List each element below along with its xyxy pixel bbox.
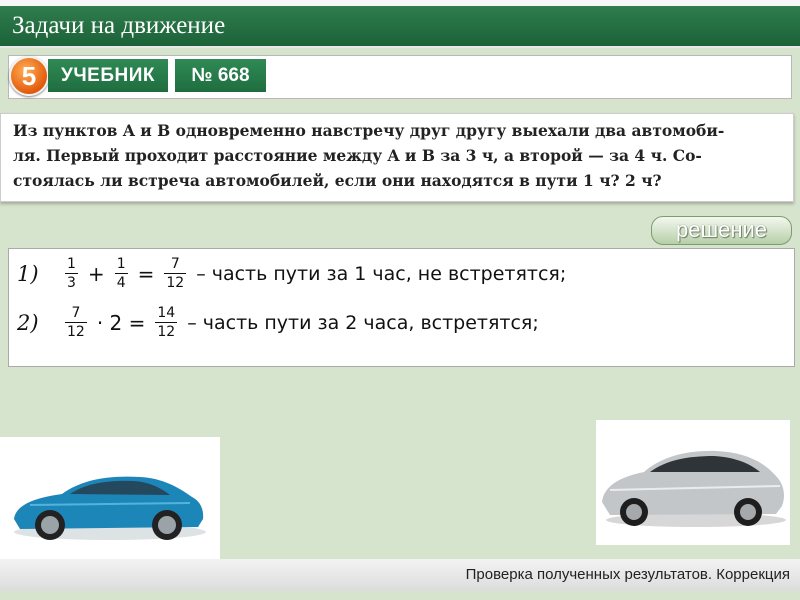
fraction <box>155 304 177 341</box>
problem-line: ля. Первый проходит расстояние между A и B за 3 ч, а второй — за 4 ч. Со- <box>13 146 702 165</box>
solution-row-2 <box>17 304 539 341</box>
silver-car-image <box>596 420 790 545</box>
solution-row-1 <box>17 255 566 292</box>
grade-badge: 5 <box>9 56 49 96</box>
denominator: 12 <box>67 324 85 340</box>
footer-text: Проверка полученных результатов. Коррекция <box>465 566 790 583</box>
numerator: 1 <box>116 256 126 272</box>
multiply-operator: · 2 = <box>96 310 146 335</box>
step-number: 1) <box>17 261 39 286</box>
blue-car-image <box>0 437 220 577</box>
fraction <box>115 255 128 292</box>
problem-statement-box <box>0 113 794 202</box>
problem-line: Из пунктов A и B одновременно навстречу друг другу выехали два автомоби- <box>13 121 725 140</box>
exercise-number-tab[interactable]: № 668 <box>175 59 266 92</box>
step-number: 2) <box>17 310 39 335</box>
page-title: Задачи на движение <box>12 12 226 39</box>
equals-operator: = <box>137 261 155 286</box>
fraction <box>65 255 78 292</box>
plus-operator: + <box>87 261 105 286</box>
denominator: 12 <box>157 324 176 340</box>
denominator: 3 <box>67 275 76 291</box>
denominator: 12 <box>166 275 185 291</box>
numerator: 1 <box>67 256 76 272</box>
fraction <box>65 304 87 341</box>
silver-car-icon <box>596 420 790 545</box>
solution-text: – часть пути за 2 часа, встретятся; <box>187 311 539 334</box>
problem-line: стоялась ли встреча автомобилей, если они находятся в пути 1 ч? 2 ч? <box>13 171 662 190</box>
header-bar <box>0 6 800 48</box>
numerator: 7 <box>170 256 180 272</box>
fraction <box>164 255 186 292</box>
numerator: 14 <box>157 305 176 321</box>
footer-bar <box>0 559 800 591</box>
solution-text: – часть пути за 1 час, не встретятся; <box>196 262 567 285</box>
solution-button[interactable]: решение <box>651 216 792 245</box>
numerator: 7 <box>71 305 81 321</box>
solution-box <box>8 248 795 367</box>
blue-car-icon <box>0 437 220 577</box>
problem-text <box>13 118 785 193</box>
textbook-tab[interactable]: УЧЕБНИК <box>48 59 168 92</box>
denominator: 4 <box>116 275 126 291</box>
